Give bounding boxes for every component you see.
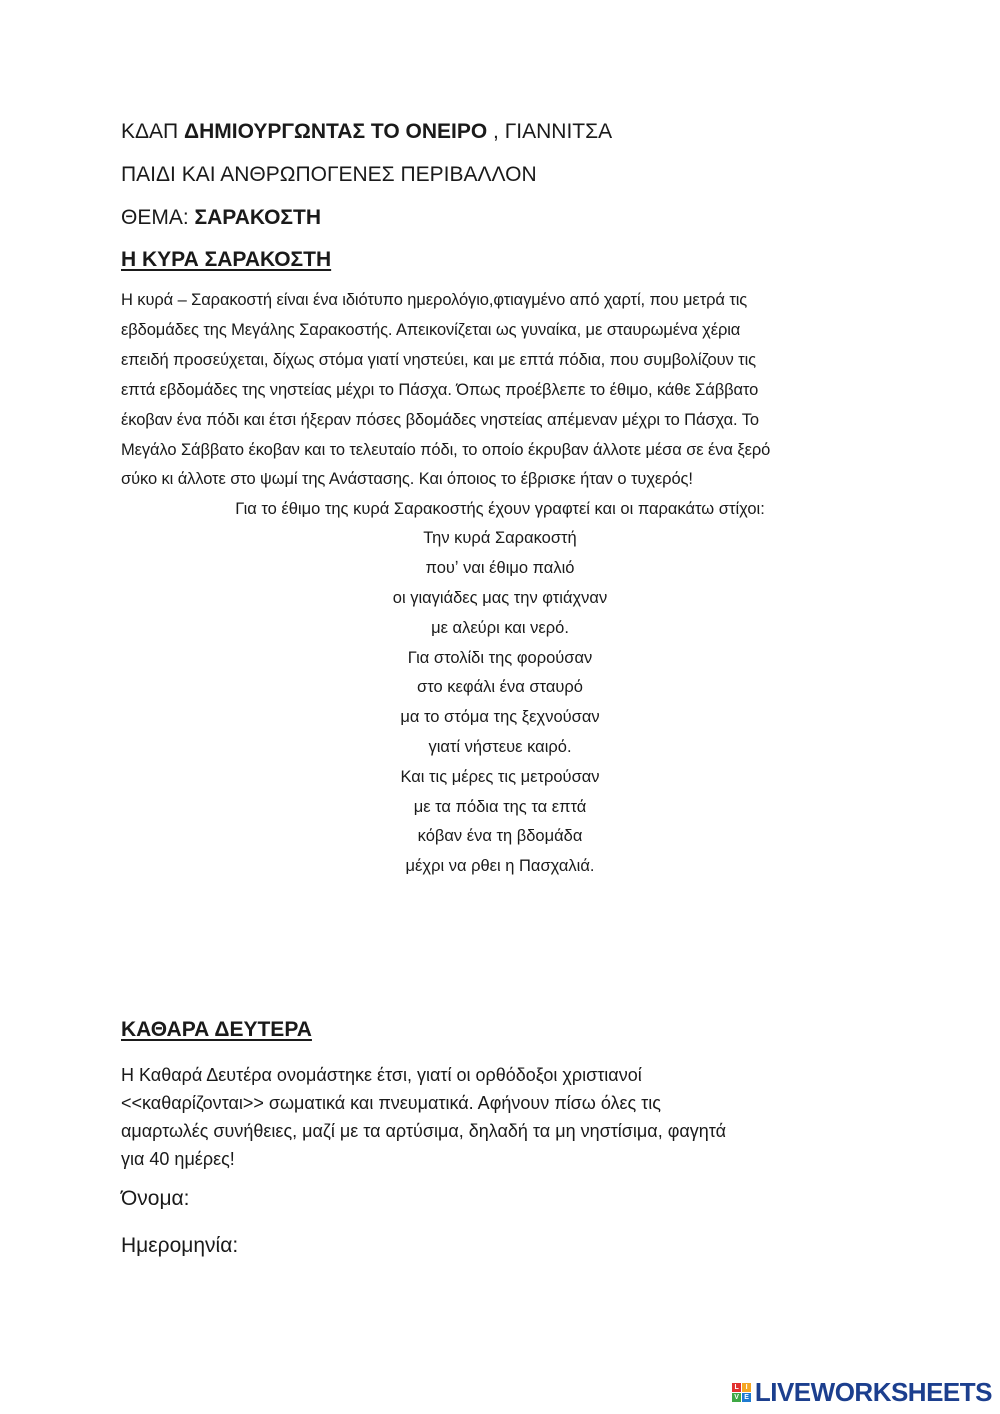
poem-line: οι γιαγιάδες μας την φτιάχναν [392,589,608,607]
section1-paragraph-line: επτά εβδομάδες της νηστείας μέχρι το Πάσχα. Όπως προέβλεπε το έθιμο, κάθε Σάββατο [121,381,759,399]
section2-paragraph-line: Η Καθαρά Δευτέρα ονομάστηκε έτσι, γιατί οι ορθόδοξοι χριστιανοί [121,1065,642,1085]
poem-line: Για στολίδι της φορούσαν [407,649,593,667]
poem-intro: Για το έθιμο της κυρά Σαρακοστής έχουν γραφτεί και οι παρακάτω στίχοι: [235,500,765,518]
section2-paragraph-line: για 40 ημέρες! [121,1149,235,1169]
header-topic-value: ΣΑΡΑΚΟΣΤΗ [194,206,322,229]
header-org-suffix: , ΓΙΑΝΝΙΤΣΑ [487,120,613,143]
poem-line: Και τις μέρες τις μετρούσαν [400,768,600,786]
header-subject-line: ΠΑΙΔΙ ΚΑΙ ΑΝΘΡΩΠΟΓΕΝΕΣ ΠΕΡΙΒΑΛΛΟΝ [121,163,537,186]
header-org-prefix: ΚΔΑΠ [121,120,185,143]
poem-line: κόβαν ένα τη βδομάδα [417,827,583,845]
section1-paragraph-line: Μεγάλο Σάββατο έκοβαν και το τελευταίο πόδι, το οποίο έκρυβαν άλλοτε μέσα σε ένα ξερό [121,441,771,459]
poem-line: γιατί νήστευε καιρό. [428,738,572,756]
section1-paragraph-line: εβδομάδες της Μεγάλης Σαρακοστής. Απεικονίζεται ως γυναίκα, με σταυρωμένα χέρια [121,321,741,339]
logo-cell: I [742,1383,751,1392]
logo-cell: L [732,1383,741,1392]
section1-title: Η ΚΥΡΑ ΣΑΡΑΚΟΣΤΗ [121,248,332,271]
name-field-label: Όνομα: [121,1187,190,1210]
header-topic-line [121,206,321,230]
section1-paragraph-line: επειδή προσεύχεται, δίχως στόμα γιατί νηστεύει, και με επτά πόδια, που συμβολίζουν τις [121,351,757,369]
date-field-label: Ημερομηνία: [121,1234,239,1257]
poem-line: μα το στόμα της ξεχνούσαν [400,708,600,726]
poem-line: στο κεφάλι ένα σταυρό [417,678,583,696]
poem-line: με αλεύρι και νερό. [431,619,569,637]
poem-line: μέχρι να ρθει η Πασχαλιά. [405,857,595,875]
poem-line: με τα πόδια της τα επτά [413,798,587,816]
header-org-name: ΔΗΜΙΟΥΡΓΩΝΤΑΣ ΤΟ ΟΝΕΙΡΟ [184,120,488,143]
logo-text: LIVEWORKSHEETS [754,1377,992,1407]
section1-paragraph-line: έκοβαν ένα πόδι και έτσι ήξεραν πόσες βδομάδες νηστείας απέμεναν μέχρι το Πάσχα. Το [121,411,759,429]
logo-icon [732,1383,751,1402]
logo-cell: V [732,1393,741,1402]
liveworksheets-logo[interactable] [732,1377,992,1408]
section1-paragraph-line: Η κυρά – Σαρακοστή είναι ένα ιδιότυπο ημερολόγιο,φτιαγμένο από χαρτί, που μετρά τις [121,291,748,309]
header-org-line [121,120,612,144]
section2-title: ΚΑΘΑΡΑ ΔΕΥΤΕΡΑ [121,1018,312,1041]
section2-paragraph-line: <<καθαρίζονται>> σωματικά και πνευματικά. Αφήνουν πίσω όλες τις [121,1093,661,1113]
poem-line: πουʼ ναι έθιμο παλιό [425,559,575,577]
section1-paragraph-line: σύκο κι άλλοτε στο ψωμί της Ανάστασης. Και όποιος το έβρισκε ήταν ο τυχερός! [121,470,693,488]
logo-cell: E [742,1393,751,1402]
section2-paragraph-line: αμαρτωλές συνήθειες, μαζί με τα αρτύσιμα, δηλαδή τα μη νηστίσιμα, φαγητά [121,1121,727,1141]
header-topic-prefix: ΘΕΜΑ: [121,206,195,229]
poem-line: Την κυρά Σαρακοστή [423,529,577,547]
